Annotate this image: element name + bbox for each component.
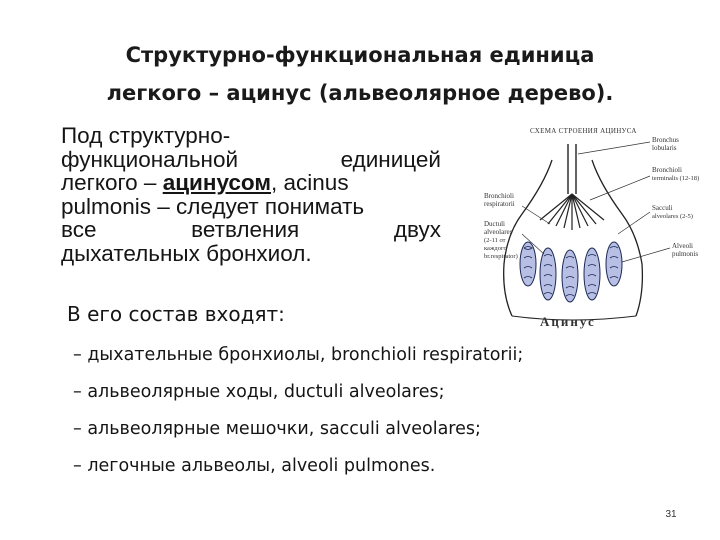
- label-ductuli: Ductuli: [484, 220, 505, 228]
- title-line-2: легкого – ацинус (альвеолярное дерево).: [106, 81, 614, 105]
- bronchus-stem: [568, 144, 576, 194]
- definition-word: двух: [393, 217, 441, 242]
- label-each: каждого: [484, 245, 507, 252]
- list-item: – дыхательные бронхиолы, bronchioli respiratorii;: [73, 345, 524, 365]
- label-acinus: Ацинус: [540, 314, 596, 329]
- definition-keyword: ацинусом: [162, 170, 272, 195]
- label-count: (2-11 от: [484, 237, 506, 244]
- definition-line: [61, 148, 441, 172]
- label-pulmonis: pulmonis: [672, 250, 699, 258]
- label-alveolares-count: alveolares (2-5): [652, 213, 693, 220]
- acinus-diagram: [452, 124, 700, 330]
- definition-word: единицей: [340, 146, 441, 172]
- definition-line: Под структурно-: [61, 123, 231, 148]
- definition-text: легкого –: [61, 170, 163, 195]
- label-br-respirator: br.respirator): [484, 253, 518, 260]
- definition-line: [61, 218, 441, 242]
- definition-word: ветвления: [191, 217, 300, 242]
- composition-list: [73, 337, 523, 485]
- label-terminalis: terminalis (12-18): [652, 175, 700, 182]
- list-item: – альвеолярные ходы, ductuli alveolares;: [73, 382, 445, 402]
- page-number: 31: [665, 509, 677, 520]
- label-sacculi: Sacculi: [652, 204, 673, 212]
- composition-intro: В его состав входят:: [67, 302, 285, 326]
- figure-caption: СХЕМА СТРОЕНИЯ АЦИНУСА: [530, 127, 637, 135]
- label-bronchus: Bronchus: [652, 136, 679, 144]
- label-bronchioli: Bronchioli: [652, 166, 682, 174]
- definition-line: дыхательных бронхиол.: [61, 240, 312, 266]
- label-bronchus-lobularis: lobularis: [652, 144, 677, 152]
- title-line-1: Структурно-функциональная единица: [125, 43, 595, 67]
- label-alveoli: Alveoli: [672, 242, 693, 250]
- label-bronchioli-resp: Bronchioli: [484, 192, 514, 200]
- definition-line: [61, 171, 441, 195]
- alveolar-sacs: [520, 242, 622, 302]
- label-respiratorii: respiratorii: [484, 200, 515, 208]
- acinus-outline-right: [592, 160, 642, 316]
- definition-word: функциональной: [61, 146, 239, 172]
- label-leader-lines: [522, 142, 670, 262]
- definition-word: все: [61, 217, 97, 242]
- list-item: – легочные альвеолы, alveoli pulmones.: [73, 456, 436, 476]
- list-item: – альвеолярные мешочки, sacculi alveolares;: [73, 419, 481, 439]
- definition-line: pulmonis – следует понимать: [61, 193, 365, 219]
- definition-text: , acinus: [271, 170, 349, 195]
- terminal-bronchioles: [540, 194, 604, 230]
- definition-paragraph: [61, 124, 441, 265]
- slide-title: [40, 36, 680, 112]
- label-alveolares: alveolares: [484, 228, 513, 236]
- acinus-diagram-svg: [452, 124, 700, 330]
